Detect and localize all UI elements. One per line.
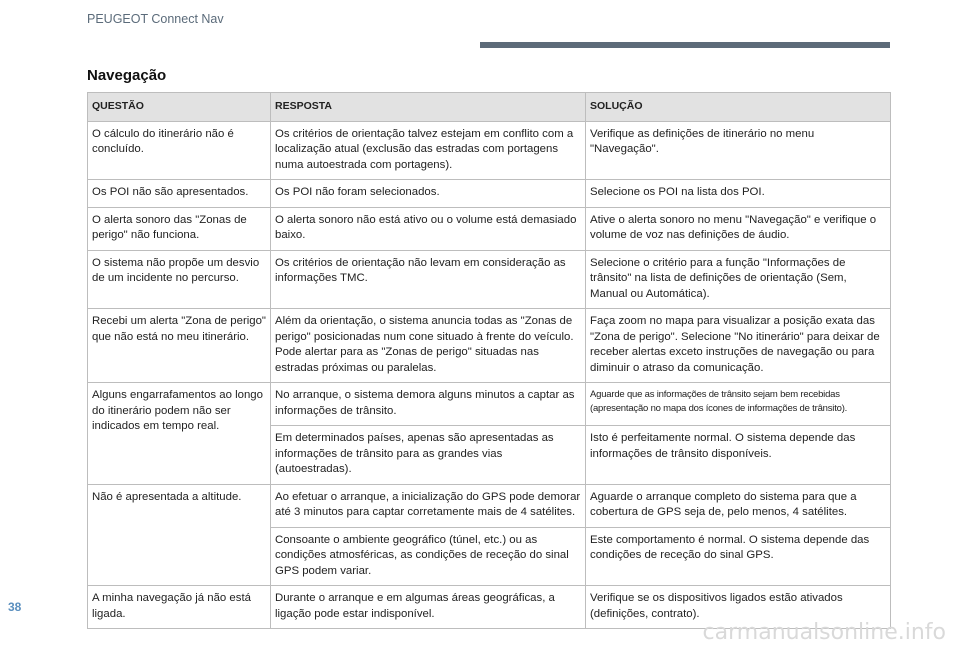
question-cell: Alguns engarrafamentos ao longo do itinerário podem não ser indicados em tempo real. [88, 383, 271, 485]
solution-cell: Este comportamento é normal. O sistema depende das condições de receção do sinal GPS. [586, 527, 891, 586]
faq-table [87, 92, 891, 629]
page-number: 38 [8, 600, 22, 614]
solution-cell: Aguarde que as informações de trânsito sejam bem recebidas (apresentação no mapa dos ícones de informações de trânsito). [586, 383, 891, 426]
table-row [88, 121, 891, 180]
table-row [88, 383, 891, 426]
question-cell: A minha navegação já não está ligada. [88, 586, 271, 629]
answer-cell: Durante o arranque e em algumas áreas geográficas, a ligação pode estar indisponível. [271, 586, 586, 629]
answer-cell: Os POI não foram selecionados. [271, 180, 586, 208]
table-row [88, 250, 891, 309]
answer-cell: No arranque, o sistema demora alguns minutos a captar as informações de trânsito. [271, 383, 586, 426]
header-accent-bar [480, 42, 890, 48]
question-cell: O sistema não propõe um desvio de um incidente no percurso. [88, 250, 271, 309]
solution-cell: Selecione os POI na lista dos POI. [586, 180, 891, 208]
question-cell: O cálculo do itinerário não é concluído. [88, 121, 271, 180]
question-cell: Não é apresentada a altitude. [88, 484, 271, 586]
column-header-question: QUESTÃO [88, 93, 271, 122]
solution-cell: Verifique as definições de itinerário no menu "Navegação". [586, 121, 891, 180]
question-cell: O alerta sonoro das "Zonas de perigo" não funciona. [88, 207, 271, 250]
solution-cell: Faça zoom no mapa para visualizar a posição exata das "Zona de perigo". Selecione "No itinerário" para deixar de receber alertas exceto instruções de navegação ou para diminuir o atraso da comunicação. [586, 309, 891, 383]
watermark: carmanualsonline.info [702, 620, 946, 645]
answer-cell: Os critérios de orientação talvez estejam em conflito com a localização atual (exclusão das estradas com portagens numa autoestrada com portagens). [271, 121, 586, 180]
answer-cell: Além da orientação, o sistema anuncia todas as "Zonas de perigo" posicionadas num cone situado à frente do veículo. Pode alertar para as "Zonas de perigo" situadas nas estradas próximas ou paralelas. [271, 309, 586, 383]
column-header-answer: RESPOSTA [271, 93, 586, 122]
column-header-solution: SOLUÇÃO [586, 93, 891, 122]
answer-cell: Em determinados países, apenas são apresentadas as informações de trânsito para as grandes vias (autoestradas). [271, 426, 586, 485]
table-row [88, 180, 891, 208]
solution-cell: Isto é perfeitamente normal. O sistema depende das informações de trânsito disponíveis. [586, 426, 891, 485]
table-row [88, 309, 891, 383]
answer-cell: Os critérios de orientação não levam em consideração as informações TMC. [271, 250, 586, 309]
table-row [88, 484, 891, 527]
solution-cell: Selecione o critério para a função "Informações de trânsito" na lista de definições de orientação (Sem, Manual ou Automática). [586, 250, 891, 309]
section-title: Navegação [87, 67, 167, 84]
table-row [88, 207, 891, 250]
answer-cell: Consoante o ambiente geográfico (túnel, etc.) ou as condições atmosféricas, as condições de receção do sinal GPS podem variar. [271, 527, 586, 586]
question-cell: Recebi um alerta "Zona de perigo" que não está no meu itinerário. [88, 309, 271, 383]
solution-cell: Verifique se os dispositivos ligados estão ativados (definições, contrato). [586, 586, 891, 629]
solution-cell: Ative o alerta sonoro no menu "Navegação" e verifique o volume de voz nas definições de áudio. [586, 207, 891, 250]
table-header-row [88, 93, 891, 122]
question-cell: Os POI não são apresentados. [88, 180, 271, 208]
answer-cell: O alerta sonoro não está ativo ou o volume está demasiado baixo. [271, 207, 586, 250]
solution-cell: Aguarde o arranque completo do sistema para que a cobertura de GPS seja de, pelo menos, 4 satélites. [586, 484, 891, 527]
answer-cell: Ao efetuar o arranque, a inicialização do GPS pode demorar até 3 minutos para captar corretamente mais de 4 satélites. [271, 484, 586, 527]
manual-brand-header: PEUGEOT Connect Nav [87, 12, 224, 26]
